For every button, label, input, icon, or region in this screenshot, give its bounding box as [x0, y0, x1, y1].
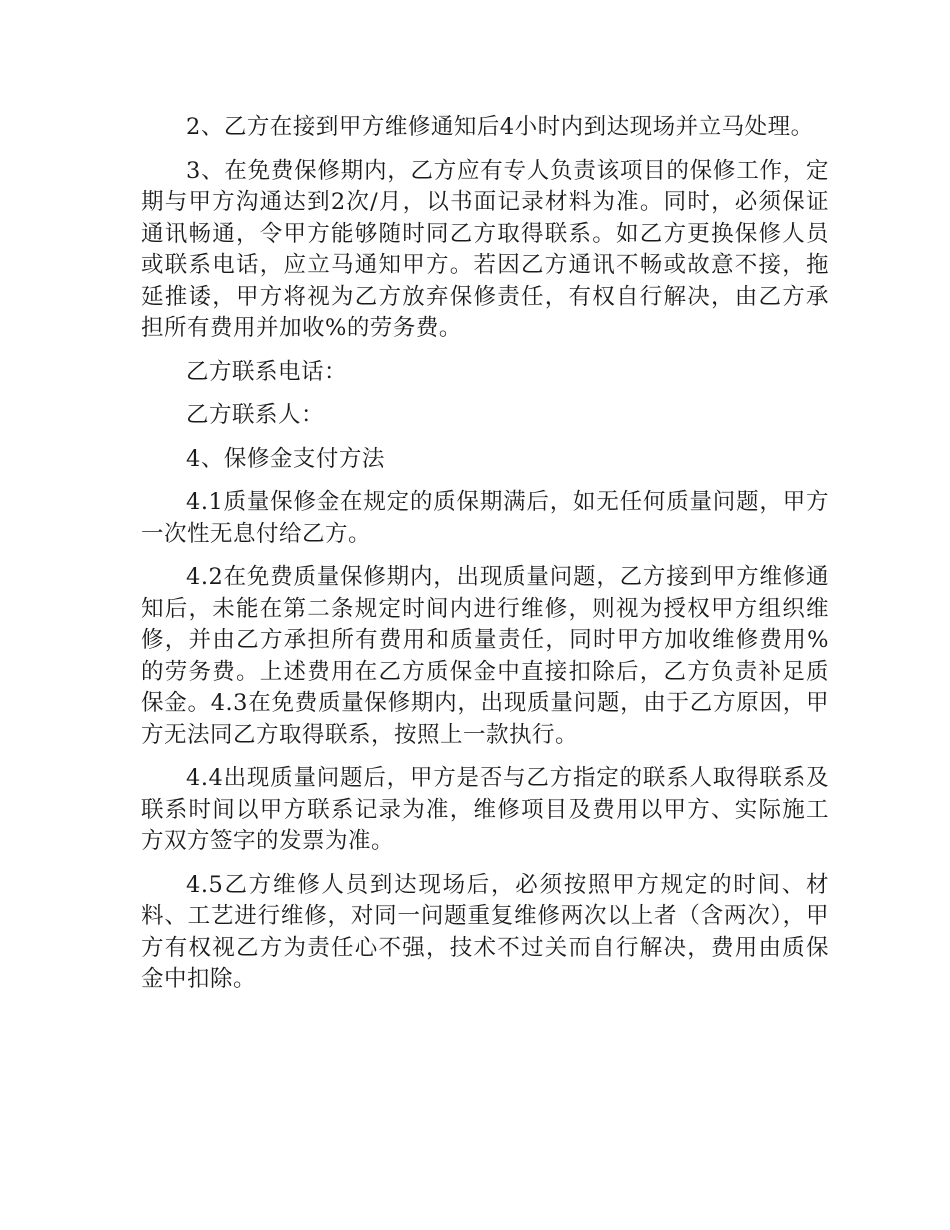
- paragraph-contact-person: 乙方联系人：: [186, 402, 325, 428]
- paragraph-repair-response: 2、乙方在接到甲方维修通知后4小时内到达现场并立马处理。: [186, 114, 814, 140]
- paragraph-clause-4-2-4-3: 4.2在免费质量保修期内，出现质量问题，乙方接到甲方维修通知后，未能在第二条规定时间内进行维修，则视为授权甲方组织维修，并由乙方承担所有费用和质量责任，同时甲方加收维修费用%的劳务费。上述费用在乙方质保金中直接扣除后，乙方负责补足质保金。4.3在免费质量保修期内，出现质量问题，由于乙方原因，甲方无法同乙方取得联系，按照上一款执行。: [141, 564, 829, 748]
- paragraph-free-warranty-duty: 3、在免费保修期内，乙方应有专人负责该项目的保修工作，定期与甲方沟通达到2次/月，以书面记录材料为准。同时，必须保证通讯畅通，令甲方能够随时同乙方取得联系。如乙方更换保修人员或联系电话，应立马通知甲方。若因乙方通讯不畅或故意不接，拖延推诿，甲方将视为乙方放弃保修责任，有权自行解决，由乙方承担所有费用并加收%的劳务费。: [141, 157, 829, 341]
- paragraph-contact-phone: 乙方联系电话：: [186, 358, 348, 385]
- document-body: [141, 112, 829, 1008]
- paragraph-clause-4-1: 4.1质量保修金在规定的质保期满后，如无任何质量问题，甲方一次性无息付给乙方。: [141, 489, 829, 547]
- paragraph-payment-method-heading: 4、保修金支付方法: [186, 445, 385, 472]
- paragraph-clause-4-5: 4.5乙方维修人员到达现场后，必须按照甲方规定的时间、材料、工艺进行维修，对同一问题重复维修两次以上者（含两次），甲方有权视乙方为责任心不强，技术不过关而自行解决，费用由质保金中扣除。: [141, 871, 829, 992]
- paragraph-clause-4-4: 4.4出现质量问题后，甲方是否与乙方指定的联系人取得联系及联系时间以甲方联系记录为准，维修项目及费用以甲方、实际施工方双方签字的发票为准。: [141, 765, 829, 854]
